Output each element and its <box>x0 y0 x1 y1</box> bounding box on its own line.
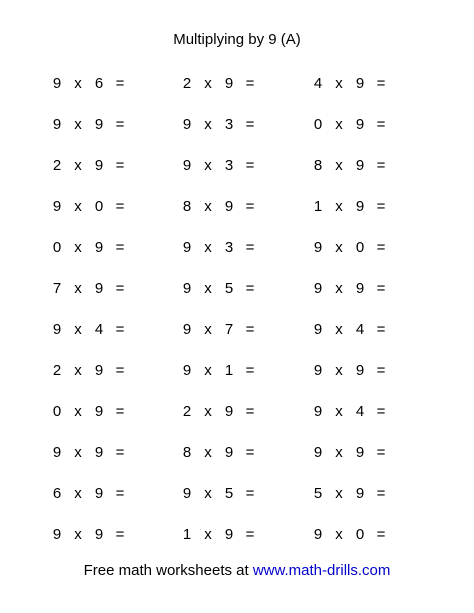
equals-sign: = <box>376 198 386 215</box>
equals-sign: = <box>245 526 255 543</box>
times-sign: x <box>204 485 212 502</box>
factor-b: 9 <box>94 280 104 297</box>
times-sign: x <box>204 239 212 256</box>
equals-sign: = <box>245 403 255 420</box>
times-sign: x <box>74 526 82 543</box>
equals-sign: = <box>245 116 255 133</box>
problem-r8-c1 <box>50 360 130 382</box>
factor-b: 0 <box>355 239 365 256</box>
factor-a: 9 <box>182 362 192 379</box>
factor-b: 9 <box>94 485 104 502</box>
factor-b: 9 <box>355 157 365 174</box>
times-sign: x <box>335 444 343 461</box>
factor-b: 9 <box>355 280 365 297</box>
factor-b: 9 <box>94 444 104 461</box>
problem-r5-c2 <box>180 237 260 259</box>
problem-r9-c3 <box>311 401 391 423</box>
factor-a: 0 <box>313 116 323 133</box>
factor-a: 9 <box>313 403 323 420</box>
factor-a: 9 <box>182 157 192 174</box>
factor-a: 2 <box>52 362 62 379</box>
factor-a: 9 <box>313 526 323 543</box>
problem-r1-c3 <box>311 73 391 95</box>
times-sign: x <box>74 198 82 215</box>
equals-sign: = <box>115 485 125 502</box>
times-sign: x <box>335 75 343 92</box>
equals-sign: = <box>245 280 255 297</box>
equals-sign: = <box>115 444 125 461</box>
equals-sign: = <box>115 239 125 256</box>
factor-a: 1 <box>182 526 192 543</box>
factor-b: 9 <box>224 403 234 420</box>
equals-sign: = <box>245 198 255 215</box>
factor-b: 9 <box>94 157 104 174</box>
factor-b: 3 <box>224 116 234 133</box>
factor-b: 9 <box>355 362 365 379</box>
problem-r11-c3 <box>311 483 391 505</box>
times-sign: x <box>204 75 212 92</box>
factor-a: 1 <box>313 198 323 215</box>
times-sign: x <box>335 116 343 133</box>
times-sign: x <box>335 198 343 215</box>
equals-sign: = <box>245 75 255 92</box>
factor-b: 5 <box>224 280 234 297</box>
times-sign: x <box>204 526 212 543</box>
problem-r4-c1 <box>50 196 130 218</box>
equals-sign: = <box>115 157 125 174</box>
equals-sign: = <box>115 362 125 379</box>
equals-sign: = <box>115 116 125 133</box>
times-sign: x <box>204 362 212 379</box>
factor-b: 7 <box>224 321 234 338</box>
factor-a: 8 <box>182 198 192 215</box>
factor-b: 3 <box>224 157 234 174</box>
times-sign: x <box>74 239 82 256</box>
problem-r3-c3 <box>311 155 391 177</box>
factor-a: 9 <box>52 75 62 92</box>
factor-b: 3 <box>224 239 234 256</box>
problem-r11-c2 <box>180 483 260 505</box>
factor-a: 9 <box>52 444 62 461</box>
footer-text: Free math worksheets at <box>83 562 253 579</box>
factor-b: 6 <box>94 75 104 92</box>
times-sign: x <box>204 321 212 338</box>
times-sign: x <box>204 198 212 215</box>
factor-a: 0 <box>52 239 62 256</box>
times-sign: x <box>335 485 343 502</box>
equals-sign: = <box>115 403 125 420</box>
factor-a: 4 <box>313 75 323 92</box>
factor-b: 4 <box>94 321 104 338</box>
times-sign: x <box>74 362 82 379</box>
problem-r5-c1 <box>50 237 130 259</box>
factor-a: 9 <box>313 280 323 297</box>
factor-b: 1 <box>224 362 234 379</box>
times-sign: x <box>74 485 82 502</box>
problem-r11-c1 <box>50 483 130 505</box>
problem-r4-c2 <box>180 196 260 218</box>
problem-r9-c2 <box>180 401 260 423</box>
times-sign: x <box>204 403 212 420</box>
factor-a: 9 <box>313 444 323 461</box>
factor-b: 9 <box>355 444 365 461</box>
times-sign: x <box>74 444 82 461</box>
equals-sign: = <box>245 485 255 502</box>
factor-b: 4 <box>355 321 365 338</box>
equals-sign: = <box>376 485 386 502</box>
equals-sign: = <box>245 444 255 461</box>
footer-link[interactable]: www.math-drills.com <box>252 562 391 579</box>
equals-sign: = <box>245 362 255 379</box>
factor-a: 2 <box>182 403 192 420</box>
factor-a: 9 <box>182 485 192 502</box>
factor-a: 9 <box>313 321 323 338</box>
times-sign: x <box>335 280 343 297</box>
factor-b: 9 <box>355 485 365 502</box>
equals-sign: = <box>115 526 125 543</box>
equals-sign: = <box>376 403 386 420</box>
times-sign: x <box>74 403 82 420</box>
factor-a: 0 <box>52 403 62 420</box>
factor-a: 8 <box>313 157 323 174</box>
factor-b: 0 <box>94 198 104 215</box>
equals-sign: = <box>376 157 386 174</box>
times-sign: x <box>74 75 82 92</box>
factor-a: 9 <box>182 239 192 256</box>
times-sign: x <box>204 280 212 297</box>
factor-a: 6 <box>52 485 62 502</box>
equals-sign: = <box>376 280 386 297</box>
problem-r10-c2 <box>180 442 260 464</box>
factor-b: 9 <box>224 198 234 215</box>
problem-r7-c3 <box>311 319 391 341</box>
problem-r9-c1 <box>50 401 130 423</box>
times-sign: x <box>204 444 212 461</box>
factor-a: 7 <box>52 280 62 297</box>
factor-b: 0 <box>355 526 365 543</box>
problem-r3-c2 <box>180 155 260 177</box>
problem-r12-c3 <box>311 524 391 546</box>
problem-r6-c3 <box>311 278 391 300</box>
factor-a: 9 <box>313 362 323 379</box>
problem-r1-c1 <box>50 73 130 95</box>
problem-r2-c3 <box>311 114 391 136</box>
factor-b: 9 <box>94 239 104 256</box>
factor-a: 9 <box>182 280 192 297</box>
factor-b: 9 <box>94 403 104 420</box>
factor-b: 9 <box>94 362 104 379</box>
equals-sign: = <box>376 75 386 92</box>
factor-b: 9 <box>224 526 234 543</box>
factor-a: 9 <box>182 321 192 338</box>
times-sign: x <box>74 321 82 338</box>
factor-b: 9 <box>355 75 365 92</box>
problem-r10-c3 <box>311 442 391 464</box>
times-sign: x <box>74 157 82 174</box>
equals-sign: = <box>245 321 255 338</box>
times-sign: x <box>335 526 343 543</box>
factor-b: 4 <box>355 403 365 420</box>
factor-b: 9 <box>94 526 104 543</box>
factor-a: 9 <box>52 116 62 133</box>
times-sign: x <box>74 280 82 297</box>
factor-a: 9 <box>52 526 62 543</box>
factor-a: 2 <box>182 75 192 92</box>
times-sign: x <box>335 157 343 174</box>
equals-sign: = <box>115 198 125 215</box>
equals-sign: = <box>115 321 125 338</box>
times-sign: x <box>335 403 343 420</box>
equals-sign: = <box>376 444 386 461</box>
problem-r10-c1 <box>50 442 130 464</box>
equals-sign: = <box>376 362 386 379</box>
factor-b: 9 <box>355 198 365 215</box>
problem-r5-c3 <box>311 237 391 259</box>
factor-b: 9 <box>224 75 234 92</box>
problem-r7-c2 <box>180 319 260 341</box>
equals-sign: = <box>115 75 125 92</box>
equals-sign: = <box>376 116 386 133</box>
equals-sign: = <box>115 280 125 297</box>
problem-r8-c2 <box>180 360 260 382</box>
factor-a: 9 <box>52 321 62 338</box>
factor-a: 9 <box>182 116 192 133</box>
problem-r2-c1 <box>50 114 130 136</box>
equals-sign: = <box>376 526 386 543</box>
equals-sign: = <box>376 239 386 256</box>
times-sign: x <box>204 116 212 133</box>
problem-r6-c1 <box>50 278 130 300</box>
problem-r6-c2 <box>180 278 260 300</box>
equals-sign: = <box>245 157 255 174</box>
times-sign: x <box>335 362 343 379</box>
factor-a: 5 <box>313 485 323 502</box>
factor-b: 5 <box>224 485 234 502</box>
footer <box>0 561 474 581</box>
problem-r8-c3 <box>311 360 391 382</box>
times-sign: x <box>204 157 212 174</box>
factor-a: 2 <box>52 157 62 174</box>
problem-r12-c2 <box>180 524 260 546</box>
factor-a: 9 <box>52 198 62 215</box>
problem-r4-c3 <box>311 196 391 218</box>
equals-sign: = <box>376 321 386 338</box>
problem-r1-c2 <box>180 73 260 95</box>
worksheet-title: Multiplying by 9 (A) <box>173 31 301 48</box>
times-sign: x <box>335 239 343 256</box>
factor-b: 9 <box>224 444 234 461</box>
problem-r3-c1 <box>50 155 130 177</box>
problem-r12-c1 <box>50 524 130 546</box>
times-sign: x <box>74 116 82 133</box>
equals-sign: = <box>245 239 255 256</box>
problem-r2-c2 <box>180 114 260 136</box>
factor-a: 9 <box>313 239 323 256</box>
problem-r7-c1 <box>50 319 130 341</box>
factor-b: 9 <box>355 116 365 133</box>
factor-b: 9 <box>94 116 104 133</box>
factor-a: 8 <box>182 444 192 461</box>
times-sign: x <box>335 321 343 338</box>
